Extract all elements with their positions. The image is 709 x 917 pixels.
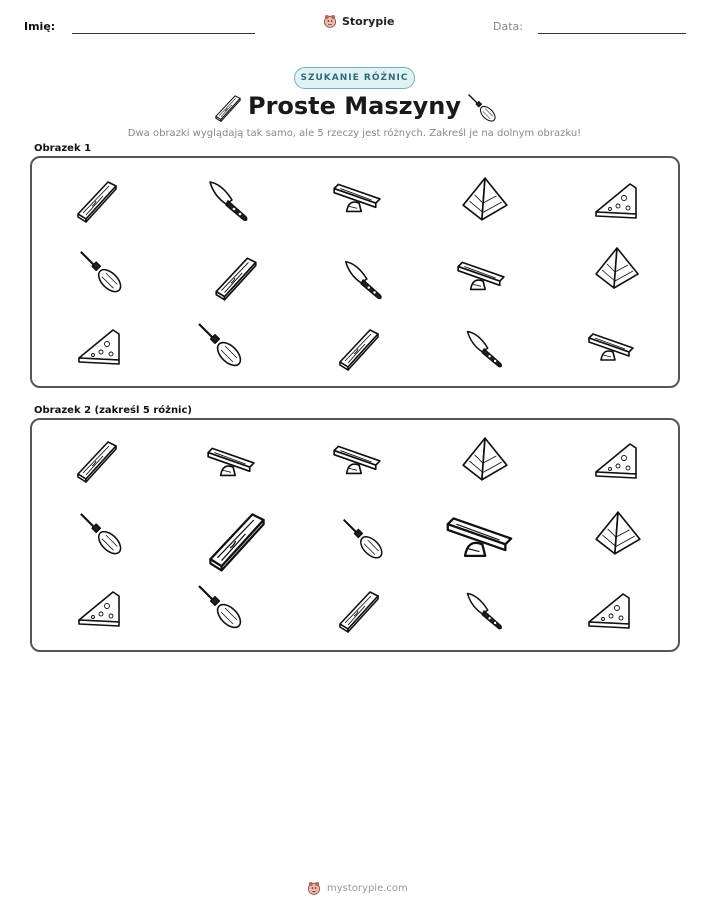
plank-icon — [334, 586, 384, 636]
category-badge: SZUKANIE RÓŻNIC — [294, 67, 415, 89]
lever-icon — [330, 436, 382, 488]
brand — [322, 13, 394, 29]
panel1-label: Obrazek 1 — [34, 143, 92, 154]
wedge-icon — [585, 586, 635, 636]
lever-icon — [204, 438, 256, 490]
lever-icon-large — [442, 504, 514, 576]
lever-icon — [330, 174, 382, 226]
screwdriver-icon — [340, 516, 386, 562]
panel-1 — [30, 156, 680, 388]
wedge-icon — [75, 322, 125, 372]
screwdriver-icon — [77, 248, 125, 296]
plank-icon — [72, 436, 122, 486]
wedge-icon — [75, 584, 125, 634]
knife-icon — [462, 326, 508, 372]
pyramid-icon — [459, 174, 511, 226]
plank-icon — [334, 324, 384, 374]
knife-icon — [340, 256, 388, 304]
date-label: Data: — [493, 20, 523, 33]
wedge-icon — [592, 436, 642, 486]
pyramid-icon — [592, 244, 642, 294]
page-title: Proste Maszyny — [247, 92, 461, 120]
lever-icon — [585, 324, 635, 374]
panel-2 — [30, 418, 680, 652]
knife-icon — [204, 176, 254, 226]
brand-text: Storypie — [342, 14, 395, 28]
pyramid-icon — [592, 508, 644, 560]
name-line[interactable] — [72, 33, 255, 34]
footer — [306, 880, 408, 896]
wedge-icon — [592, 176, 642, 226]
storypie-logo-icon — [322, 13, 338, 29]
plank-icon-large — [202, 506, 272, 576]
screwdriver-icon — [77, 510, 125, 558]
date-line[interactable] — [538, 33, 686, 34]
name-label: Imię: — [24, 20, 56, 33]
plank-icon — [72, 176, 122, 226]
storypie-logo-icon — [306, 880, 322, 896]
pyramid-icon — [459, 434, 511, 486]
screwdriver-icon — [195, 320, 245, 370]
instructions: Dwa obrazki wyglądają tak samo, ale 5 rzeczy jest różnych. Zakreśl je na dolnym obrazku! — [127, 128, 582, 139]
screwdriver-deco-icon — [466, 92, 498, 124]
lever-icon — [454, 252, 506, 304]
footer-url[interactable]: mystorypie.com — [327, 882, 408, 894]
plank-icon — [210, 252, 262, 304]
panel2-label: Obrazek 2 (zakreśl 5 różnic) — [34, 405, 192, 416]
screwdriver-icon — [195, 582, 245, 632]
knife-icon — [462, 588, 508, 634]
